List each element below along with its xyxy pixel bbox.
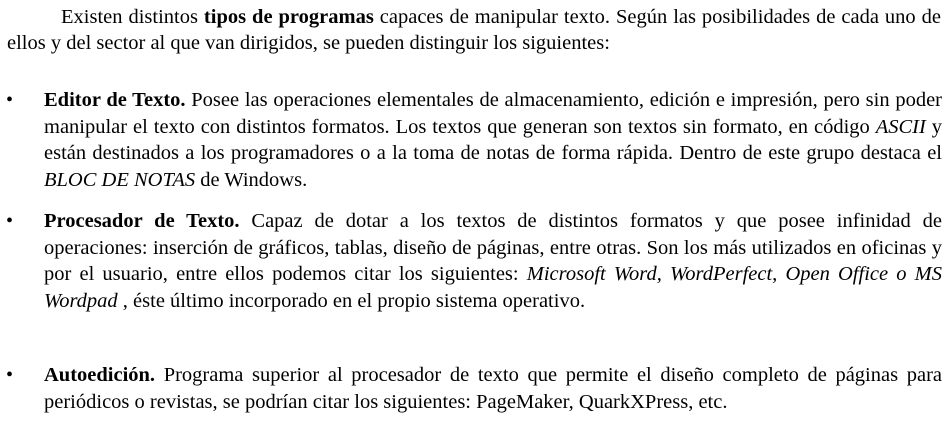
intro-bold-term: tipos de programas bbox=[203, 6, 374, 28]
item-italic-term: BLOC DE NOTAS bbox=[44, 168, 196, 191]
list-item-paragraph bbox=[44, 208, 942, 314]
item-title: Autoedición. bbox=[44, 364, 156, 386]
item-text: Posee las operaciones elementales de almacenamiento, edición e impresión, pero sin poder manipular el texto con distintos formatos. Los textos que generan son textos sin formato, en código bbox=[44, 89, 943, 138]
item-italic-term: ASCII bbox=[875, 115, 926, 138]
item-text: y están destinados a los programadores o a la toma de notas de forma rápida. Dentro de este grupo destaca el bbox=[44, 115, 942, 164]
item-text: , éste último incorporado en el propio sistema operativo. bbox=[117, 289, 586, 312]
bullet-icon: • bbox=[6, 89, 14, 111]
bullet-icon: • bbox=[6, 210, 14, 232]
intro-paragraph bbox=[7, 4, 941, 56]
bullet-icon: • bbox=[6, 364, 14, 386]
intro-text-start: Existen distintos bbox=[61, 6, 204, 28]
item-text: Programa superior al procesador de texto que permite el diseño completo de páginas para periódicos o revistas, se podrían citar los siguientes: PageMaker, QuarkXPress, etc. bbox=[44, 364, 942, 413]
list-item-paragraph bbox=[44, 362, 942, 415]
item-title: Procesador de Texto. bbox=[44, 210, 240, 232]
item-text: Capaz de dotar a los textos de distintos formatos y que posee infinidad de operaciones: inserción de gráficos, tablas, diseño de páginas, entre otras. Son los más utilizados en oficinas y por el usuario, entre ellos podemos citar los siguientes: bbox=[44, 210, 942, 285]
item-text: de Windows. bbox=[195, 168, 308, 191]
intro-text-end: capaces de manipular texto. Según las posibilidades de cada uno de ellos y del sector al que van dirigidos, se pueden distinguir los siguientes: bbox=[7, 6, 942, 54]
item-italic-term: Microsoft Word, WordPerfect, Open Office o MS Wordpad bbox=[44, 263, 942, 312]
item-title: Editor de Texto. bbox=[44, 89, 186, 111]
list-item-paragraph bbox=[44, 87, 942, 193]
